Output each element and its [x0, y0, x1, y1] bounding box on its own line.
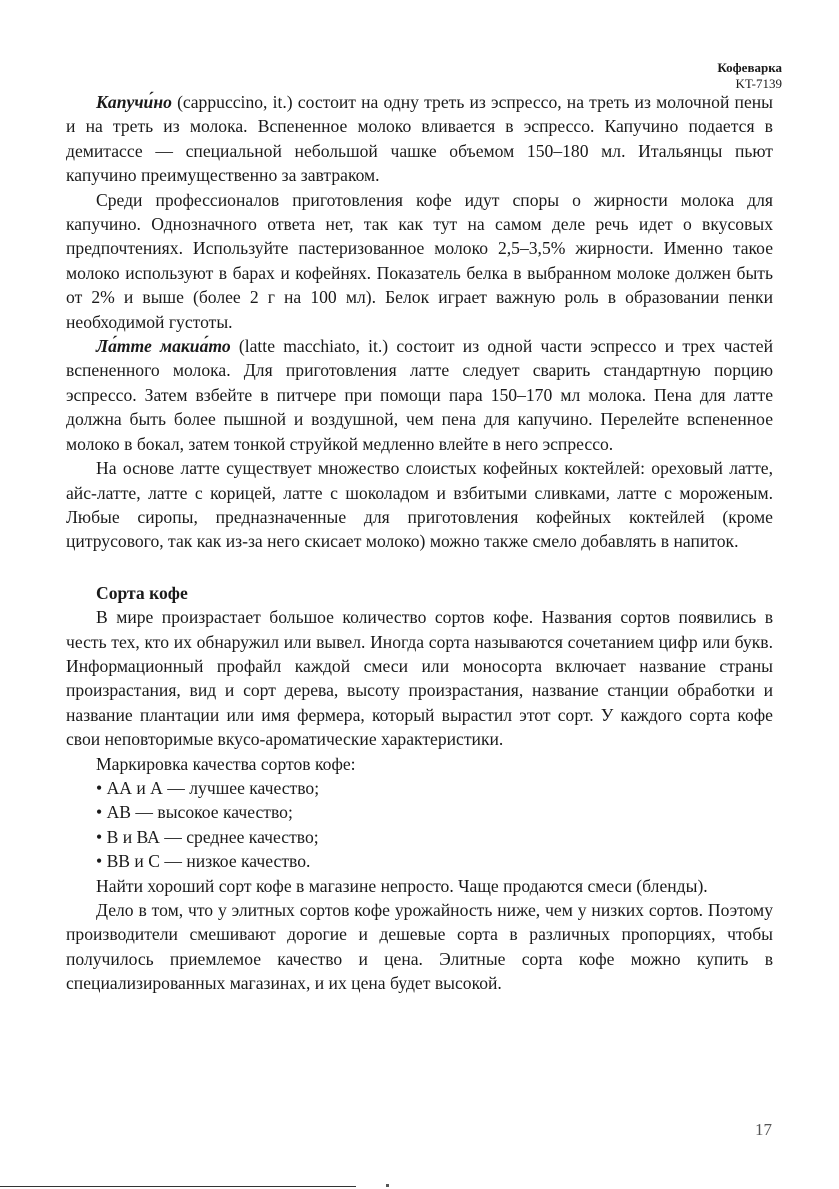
grade-list-item: • В и ВА — среднее качество; — [66, 825, 773, 849]
cappuccino-description: (cappuccino, it.) состоит на одну треть из эспрессо, на треть из молочной пены и на треть из молока. Вспененное молоко вливается в эспрессо. Капучино подается в демитассе — специальной небольшой чашке объемом 150–180 мл. Итальянцы пьют капучино преимущественно за завтраком. — [66, 92, 773, 186]
header-product-name: Кофеварка — [717, 60, 782, 75]
header-model-number: KT-7139 — [735, 76, 782, 91]
paragraph-milk-fat: Среди профессионалов приготовления кофе идут споры о жирности молока для капучино. Однозначного ответа нет, так как тут на самом деле речь идет о вкусовых предпочтениях. Используйте пастеризованное молоко 2,5–3,5% жирности. Именно такое молоко используют в барах и кофейнях. Показатель белка в выбранном молоке должен быть от 2% и выше (более 2 г на 100 мл). Белок играет важную роль в образовании пенки необходимой густоты. — [66, 189, 773, 332]
paragraph-marking-title: Маркировка качества сортов кофе: — [96, 753, 356, 774]
paragraph-latte-macchiato — [66, 334, 773, 456]
latte-description: (latte macchiato, it.) состоит из одной части эспрессо и трех частей вспененного молока. Для приготовления латте следует сварить стандартную порцию эспрессо. Затем взбейте в питчере при помощи пара 150–170 мл молока. Пена для латте должна быть более пышной и воздушной, чем пена для капучино. Перелейте вспененное молоко в бокал, затем тонкой струйкой медленно влейте в него эспрессо. — [66, 336, 774, 454]
paragraph-elite-varieties: Дело в том, что у элитных сортов кофе урожайность ниже, чем у низких сортов. Поэтому производители смешивают дорогие и дешевые сорта в различных пропорциях, чтобы получилось приемлемое качество и цена. Элитные сорта кофе можно купить в специализированных магазинах, и их цена будет высокой. — [66, 900, 773, 994]
paragraph-cappuccino — [66, 90, 773, 188]
term-latte-macchiato: Ла́тте макиа́то — [96, 336, 231, 357]
bottom-divider-line — [0, 1186, 356, 1187]
paragraph-latte-cocktails: На основе латте существует множество слоистых кофейных коктейлей: ореховый латте, айс-латте, латте с корицей, латте с шоколадом и взбитыми сливками, латте с мороженым. Любые сиропы, предназначенные для приготовления кофейных коктейлей (кроме цитрусового, так как из-за него скисает молоко) можно также смело добавлять в напиток. — [66, 458, 773, 552]
page-number: 17 — [755, 1120, 772, 1139]
paragraph-blends: Найти хороший сорт кофе в магазине непросто. Чаще продаются смеси (бленды). — [96, 875, 708, 896]
section-title-coffee-varieties: Сорта кофе — [96, 582, 188, 603]
grade-list — [66, 776, 773, 874]
grade-list-item: • ВВ и С — низкое качество. — [66, 849, 773, 873]
grade-list-item: • АВ — высокое качество; — [66, 800, 773, 824]
term-cappuccino: Капучи́но — [96, 92, 172, 112]
running-header — [717, 60, 782, 92]
paragraph-varieties-intro: В мире произрастает большое количество сортов кофе. Названия сортов появились в честь тех, кто их обнаружил или вывел. Иногда сорта называются сочетанием цифр или букв. Информационный профайл каждой смеси или моносорта включает название страны произрастания, вид и сорт дерева, высоту произрастания, название станции обработки и название плантации или имя фермера, который вырастил этот сорт. У каждого сорта кофе свои неповторимые вкусо-ароматические характеристики. — [66, 607, 773, 750]
page-body — [66, 90, 773, 996]
grade-list-item: • АА и А — лучшее качество; — [66, 776, 773, 800]
print-mark — [386, 1184, 389, 1187]
